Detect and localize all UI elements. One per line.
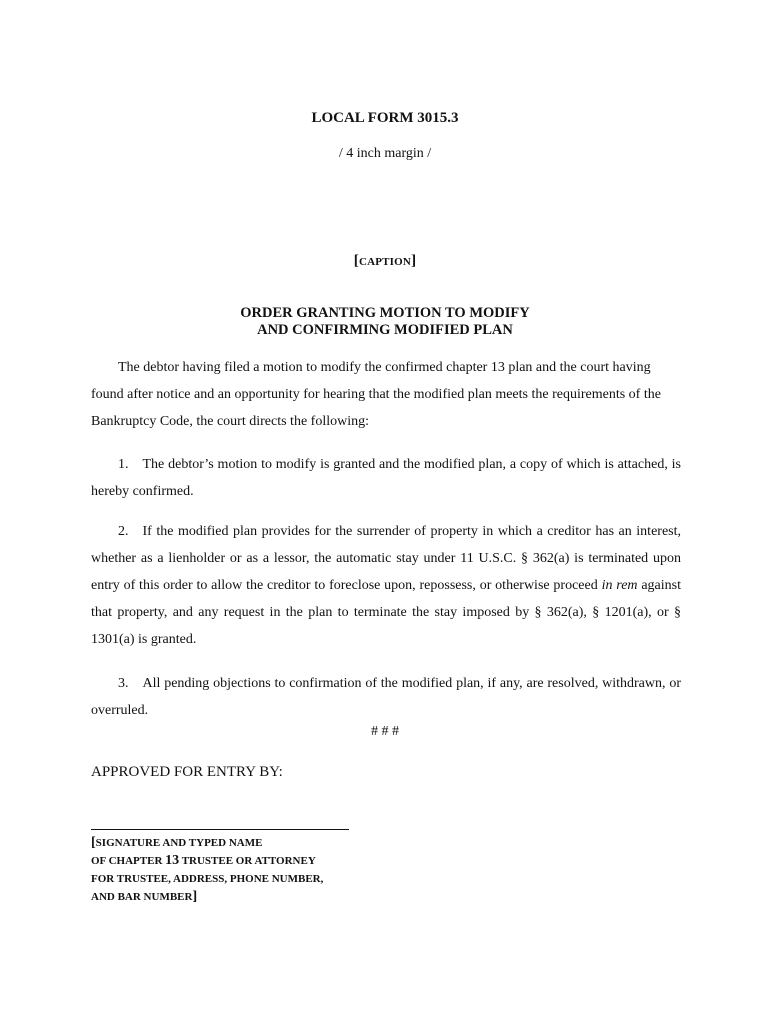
paragraph-2-italic: in rem <box>601 578 638 593</box>
signature-block-line-4: AND BAR NUMBER] <box>91 889 198 904</box>
signature-line <box>91 829 349 830</box>
order-title-line-2: AND CONFIRMING MODIFIED PLAN <box>257 322 513 338</box>
paragraph-3: 3. All pending objections to confirmation of the modified plan, if any, are resolved, withdrawn, or overruled. <box>91 676 681 718</box>
paragraph-1: 1. The debtor’s motion to modify is granted and the modified plan, a copy of which is attached, is hereby confirmed. <box>91 457 681 499</box>
paragraph-2-part-a: 2. If the modified plan provides for the surrender of property in which a creditor has an interest, whether as a lienholder or as a lessor, the automatic stay under 11 U.S.C. § 362(a) is terminated upon entry of this order to allow the creditor to foreclose upon, repossess, or otherwise proceed <box>91 524 681 593</box>
caption-text: CAPTION <box>358 256 412 268</box>
intro-paragraph: The debtor having filed a motion to modify the confirmed chapter 13 plan and the court having found after notice and an opportunity for hearing that the modified plan meets the requirements of the Bankruptcy Code, the court directs the following: <box>91 360 661 429</box>
signature-block <box>91 834 391 906</box>
form-title: LOCAL FORM 3015.3 <box>311 110 459 126</box>
caption-open-bracket: [ <box>353 253 359 269</box>
end-mark: # # # <box>371 724 399 739</box>
order-title <box>0 305 770 339</box>
paragraph-2 <box>91 518 681 653</box>
signature-open-bracket: [ <box>91 835 96 850</box>
signature-close-bracket: ] <box>192 889 198 904</box>
order-title-line-1: ORDER GRANTING MOTION TO MODIFY <box>240 305 530 321</box>
caption-placeholder <box>0 253 770 270</box>
signature-block-line-3: FOR TRUSTEE, ADDRESS, PHONE NUMBER, <box>91 873 324 885</box>
signature-block-line-1: [SIGNATURE AND TYPED NAME <box>91 835 263 850</box>
margin-note: / 4 inch margin / <box>338 146 432 161</box>
approved-for-entry-label: APPROVED FOR ENTRY BY: <box>91 764 283 780</box>
paragraph-2-part-b: against that property, and any request in the plan to terminate the stay imposed by § 362(a), § 1201(a), or § 1301(a) is granted. <box>91 578 682 647</box>
caption-close-bracket: ] <box>411 253 417 269</box>
signature-block-line-2: OF CHAPTER 13 TRUSTEE OR ATTORNEY <box>91 853 316 868</box>
